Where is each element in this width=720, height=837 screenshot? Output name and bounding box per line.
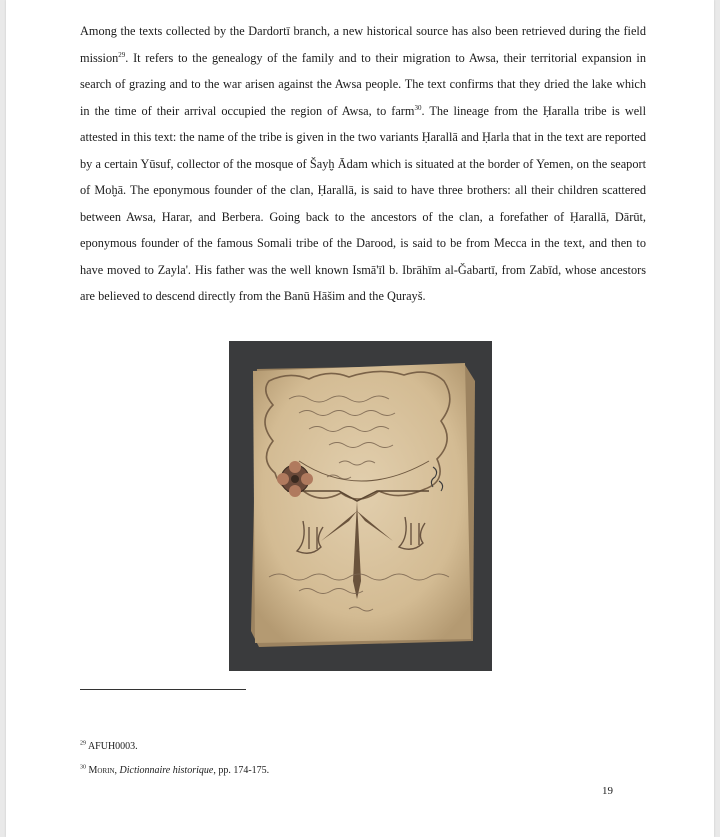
paragraph-text-3: . The lineage from the Ḥaralla tribe is well attested in this text: the name of the tribe is given in the two variants Ḥarallā and Ḥarla that in the text are reported by a certain Yūsuf, collector of the mosque of Šayḫ Ādam which is situated at the border of Yemen, on the seaport of Moḫā. The eponymous founder of the clan, Ḥarallā, is said to have three brothers: all their children scattered between Awsa, Harar, and Berbera. Going back to the ancestors of the clan, a forefather of Ḥarallā, Dārūt, eponymous founder of the famous Somali tribe of the Darood, is said to be from Mecca in the text, and then to have moved to Zayla'. His father was the well known Ismā'īl b. Ibrāhīm al-Ǧabartī, from Zabīd, whose ancestors are believed to descend directly from the Banū Hāšim and the Qurayš. [80,103,646,303]
page-number: 19 [602,785,613,797]
footnote-title: Dictionnaire historique [119,765,214,776]
paragraph-text-2: . It refers to the genealogy of the family and to their migration to Awsa, their territorial expansion in search of grazing and to the war arisen against the Awsa people. The text confirms that they dried the lake which in the time of their arrival occupied the region of Awsa, to farm [80,50,646,118]
manuscript-photo [229,341,492,671]
body-paragraph [80,18,646,310]
footnote-divider [80,689,246,690]
footnote-29 [80,740,138,754]
document-page [6,0,714,837]
footnote-30: $^{30}$ Morin, Dictionnaire historique, pp. 174-175. [80,764,270,776]
paragraph-text-1: Among the texts collected by the Dardortī branch, a new historical source has also been retrieved during the field mission [80,24,646,65]
footnote-number: 29 [80,740,86,747]
footnote-number: 30 [80,764,86,771]
footnote-ref-29[interactable]: 29 [118,50,126,59]
footnote-pages: , pp. 174-175. [213,765,270,776]
footnote-ref-30[interactable]: 30 [414,103,422,112]
footnote-text: AFUH0003. [87,741,138,752]
footnote-author: Morin [88,765,115,776]
manuscript-image [229,341,492,671]
